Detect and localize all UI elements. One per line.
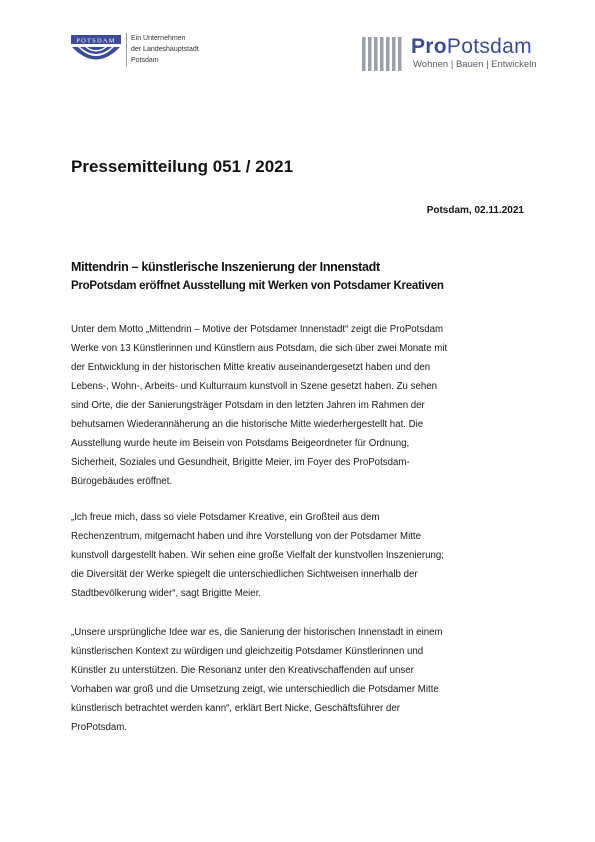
text-line: Bürogebäudes eröffnet. bbox=[71, 476, 173, 487]
text-line: künstlerisch betrachtet werden kann“, erklärt Bert Nicke, Geschäftsführer der bbox=[71, 703, 400, 714]
text-line: Künstler zu unterstützen. Die Resonanz unter den Kreativschaffenden auf unser bbox=[71, 665, 414, 676]
paragraph-3 bbox=[71, 623, 531, 737]
text-line: kunstvoll dargestellt haben. Wir sehen eine große Vielfalt der kunstvollen Inszenierung; bbox=[71, 550, 445, 561]
propotsdam-wordmark bbox=[411, 35, 532, 59]
brand-potsdam: Potsdam bbox=[446, 35, 532, 58]
paragraph-2 bbox=[71, 508, 531, 603]
brand-pro: Pro bbox=[411, 35, 447, 58]
text-line: Vorhaben war groß und die Umsetzung zeigt, wie unterschiedlich die Potsdamer Mitte bbox=[71, 684, 439, 695]
text-line: Rechenzentrum, mitgemacht haben und ihre Vorstellung von der Potsdamer Mitte bbox=[71, 531, 422, 542]
city-caption-line: der Landeshauptstadt bbox=[131, 46, 199, 53]
city-logo-text: POTSDAM bbox=[76, 37, 116, 45]
text-line: ProPotsdam. bbox=[71, 722, 127, 733]
text-line: der Entwicklung in der historischen Mitte kreativ auseinandergesetzt haben und den bbox=[71, 362, 431, 373]
headline: Mittendrin – künstlerische Inszenierung der Innenstadt bbox=[71, 260, 380, 274]
paragraph-1 bbox=[71, 320, 531, 491]
text-line: Ausstellung wurde heute im Beisein von Potsdams Beigeordneter für Ordnung, bbox=[71, 438, 410, 449]
press-release-title: Pressemitteilung 051 / 2021 bbox=[71, 157, 294, 176]
brand-tagline: Wohnen | Bauen | Entwickeln bbox=[413, 59, 537, 70]
potsdam-city-logo bbox=[70, 34, 122, 68]
text-line: „Unsere ursprüngliche Idee war es, die Sanierung der historischen Innenstadt in einem bbox=[71, 627, 443, 638]
text-line: Sicherheit, Soziales und Gesundheit, Brigitte Meier, im Foyer des ProPotsdam- bbox=[71, 457, 410, 468]
subheadline: ProPotsdam eröffnet Ausstellung mit Werken von Potsdamer Kreativen bbox=[71, 280, 444, 292]
city-caption-line: Potsdam bbox=[131, 57, 159, 64]
propotsdam-bars-icon bbox=[362, 37, 404, 71]
text-line: künstlerischen Kontext zu würdigen und gleichzeitig Potsdamer Künstlerinnen und bbox=[71, 646, 424, 657]
header-divider bbox=[126, 33, 127, 67]
text-line: Werke von 13 Künstlerinnen und Künstlern aus Potsdam, die sich über zwei Monate mit bbox=[71, 343, 448, 354]
city-caption bbox=[131, 33, 199, 66]
text-line: sind Orte, die der Sanierungsträger Potsdam in den letzten Jahren im Rahmen der bbox=[71, 400, 425, 411]
text-line: Unter dem Motto „Mittendrin – Motive der Potsdamer Innenstadt“ zeigt die ProPotsdam bbox=[71, 324, 444, 335]
text-line: Stadtbevölkerung wider“, sagt Brigitte Meier. bbox=[71, 588, 262, 599]
text-line: „Ich freue mich, dass so viele Potsdamer Kreative, ein Großteil aus dem bbox=[71, 512, 380, 523]
release-date: Potsdam, 02.11.2021 bbox=[426, 205, 524, 216]
text-line: Lebens-, Wohn-, Arbeits- und Kulturraum kunstvoll in Szene gesetzt haben. Zu sehen bbox=[71, 381, 438, 392]
city-caption-line: Ein Unternehmen bbox=[131, 35, 186, 42]
text-line: die Diversität der Werke spiegelt die unterschiedlichen Sichtweisen innerhalb der bbox=[71, 569, 418, 580]
text-line: behutsamen Wiederannäherung an die historische Mitte wiederhergestellt hat. Die bbox=[71, 419, 424, 430]
